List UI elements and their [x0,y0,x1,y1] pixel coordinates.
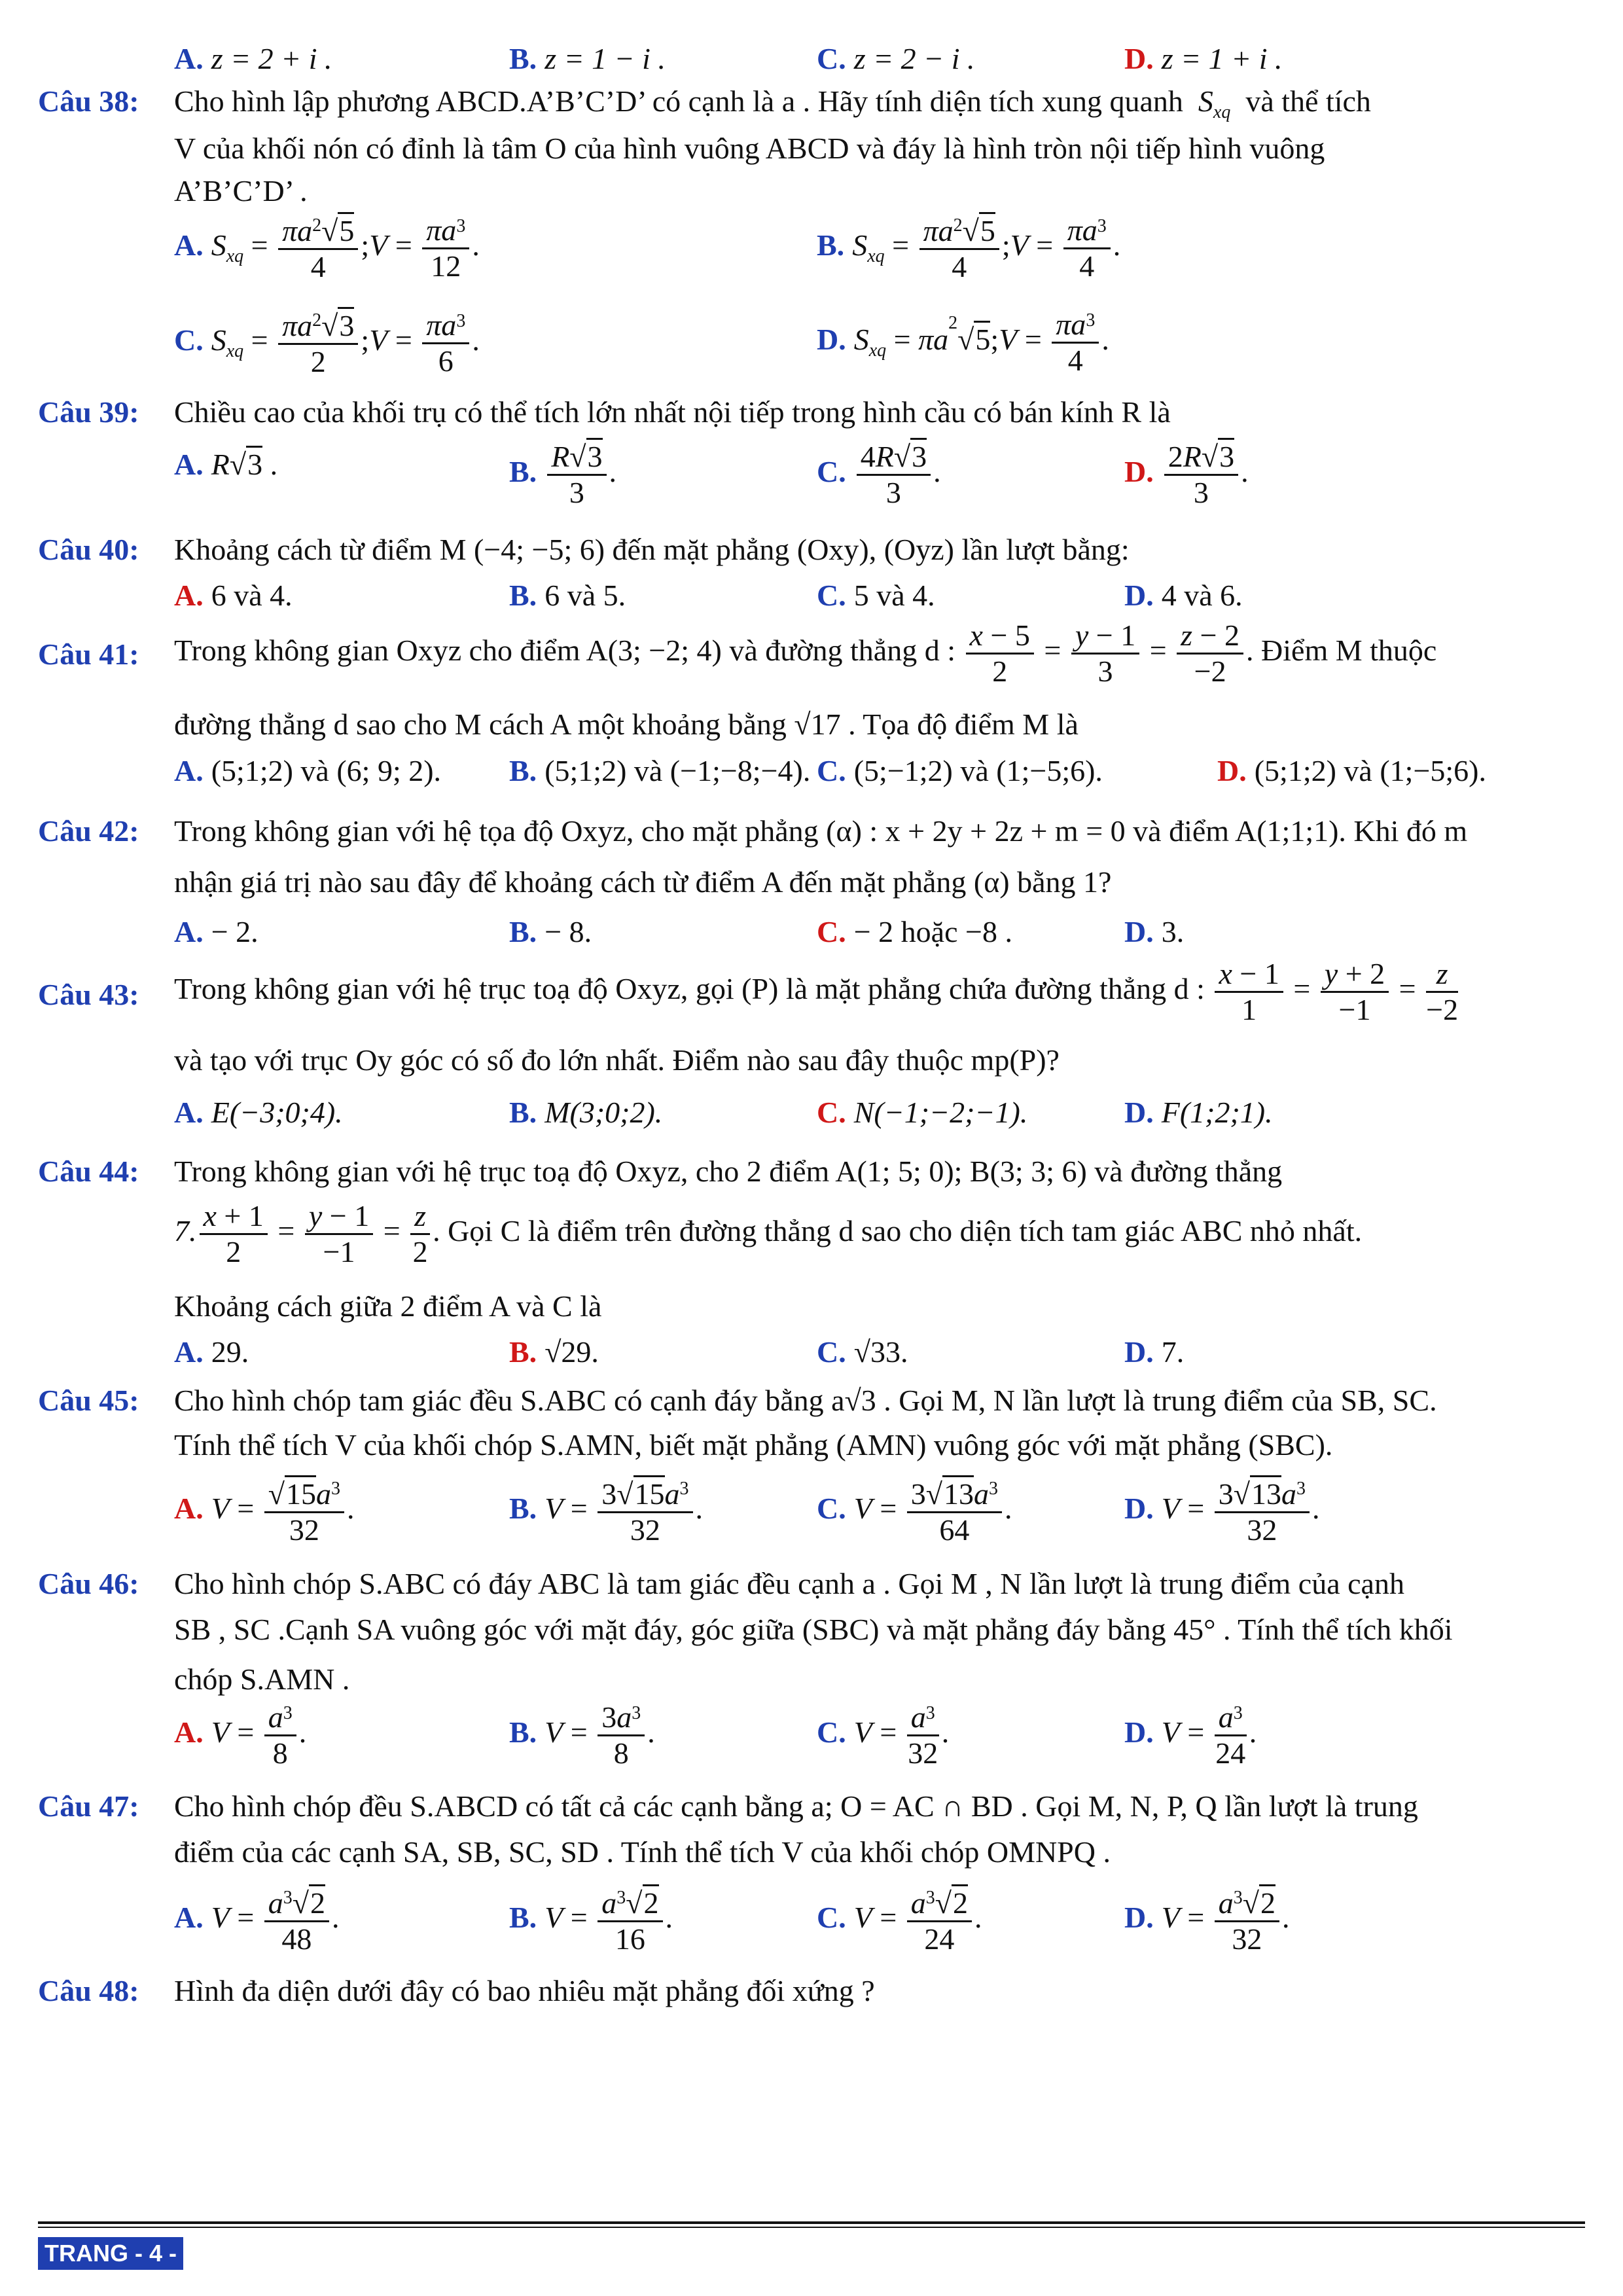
q45-option-a: A. V = $\frac{√15a^3}{32}$ . [174,1476,355,1547]
q44-line3: Khoảng cách giữa 2 điểm A và C là [174,1289,602,1323]
q44-option-a: A. 29. [174,1335,249,1369]
q43-line1: Trong không gian với hệ trục toạ độ Oxyz, gọi (P) là mặt phẳng chứa đường thẳng d : $\frac{x - 1}{1}$ = $\frac{y + 2}{-1}$ = $\frac{z}{-2}$ [174,957,1459,1026]
q38-option-a: A. $S_{xq}$ = $\frac{\pi a^2√5}{4}$ ;V = $\frac{\pi a^3}{12}$ . [174,213,480,283]
q43-line2: và tạo với trục Oy góc có số đo lớn nhất. Điểm nào sau đây thuộc mp(P)? [174,1043,1060,1077]
q47-line1: Cho hình chóp đều S.ABCD có tất cả các cạnh bằng a; O = AC ∩ BD . Gọi M, N, P, Q lần lượt là trung [174,1789,1418,1823]
q44-line2: 7. $\frac{x + 1}{2}$ = $\frac{y - 1}{-1}$ = $\frac{z}{2}$ . Gọi C là điểm trên đường thẳng d sao cho diện tích tam giác ABC nhỏ nhất. [174,1199,1363,1268]
q43-option-d: D. F(1;2;1). [1124,1096,1273,1129]
q42-label: Câu 42: [38,814,139,848]
q41-option-c: C. (5;−1;2) và (1;−5;6). [817,754,1103,787]
q44-line1: Trong không gian với hệ trục toạ độ Oxyz, cho 2 điểm A(1; 5; 0); B(3; 3; 6) và đường thẳng [174,1155,1283,1188]
q45-line2: Tính thể tích V của khối chóp S.AMN, biết mặt phẳng (AMN) vuông góc với mặt phẳng (SBC). [174,1428,1333,1462]
q39-text: Chiều cao của khối trụ có thể tích lớn nhất nội tiếp trong hình cầu có bán kính R là [174,395,1171,429]
q44-option-d: D. 7. [1124,1335,1185,1369]
q38-option-b: B. $S_{xq}$ = $\frac{\pi a^2√5}{4}$ ;V = $\frac{\pi a^3}{4}$ . [817,213,1121,283]
q41-label: Câu 41: [38,637,139,671]
q38-line2: V của khối nón có đỉnh là tâm O của hình vuông ABCD và đáy là hình tròn nội tiếp hình vuông [174,132,1325,165]
q43-option-c: C. N(−1;−2;−1). [817,1096,1028,1129]
q40-label: Câu 40: [38,533,139,566]
q38-option-c: C. $S_{xq}$ = $\frac{\pi a^2√3}{2}$ ;V = $\frac{\pi a^3}{6}$ . [174,308,480,378]
q40-option-a: A. 6 và 4. [174,579,293,612]
q39-label: Câu 39: [38,395,139,429]
q42-option-c: C. − 2 hoặc −8 . [817,915,1012,948]
q40-option-b: B. 6 và 5. [509,579,626,612]
q42-line1: Trong không gian với hệ tọa độ Oxyz, cho mặt phẳng (α) : x + 2y + 2z + m = 0 và điểm A(1;1;1). Khi đó m [174,814,1468,848]
q47-label: Câu 47: [38,1789,139,1823]
q48-text: Hình đa diện dưới đây có bao nhiêu mặt phẳng đối xứng ? [174,1974,875,2007]
q43-option-b: B. M(3;0;2). [509,1096,663,1129]
q41-line2: đường thẳng d sao cho M cách A một khoảng bằng √17 . Tọa độ điểm M là [174,708,1079,741]
q45-label: Câu 45: [38,1384,139,1417]
q46-option-c: C. V = $\frac{a^3}{32}$ . [817,1700,950,1770]
q45-option-b: B. V = $\frac{3√15a^3}{32}$ . [509,1476,703,1547]
q37-option-c: C. z = 2 − i . [817,42,975,75]
q46-line3: chóp S.AMN . [174,1662,350,1696]
q48-label: Câu 48: [38,1974,139,2007]
q46-option-a: A. V = $\frac{a^3}{8}$ . [174,1700,307,1770]
q44-label: Câu 44: [38,1155,139,1188]
q41-line1: Trong không gian Oxyz cho điểm A(3; −2; 4) và đường thẳng d : $\frac{x - 5}{2}$ = $\frac{y - 1}{3}$ = $\frac{z - 2}{-2}$ . Điểm M thuộc [174,619,1437,688]
q37-option-a: A. z = 2 + i . [174,42,332,75]
q39-option-c: C. $\frac{4R√3}{3}$ . [817,440,941,510]
q41-option-d: D. (5;1;2) và (1;−5;6). [1217,754,1486,787]
q39-option-d: D. $\frac{2R√3}{3}$ . [1124,440,1249,510]
q42-option-a: A. − 2. [174,915,259,948]
q46-option-b: B. V = $\frac{3a^3}{8}$ . [509,1700,655,1770]
q44-option-b: B. √29. [509,1335,599,1369]
q46-label: Câu 46: [38,1567,139,1600]
q43-option-a: A. E(−3;0;4). [174,1096,343,1129]
footer-rule-thin [38,2227,1585,2228]
q45-option-c: C. V = $\frac{3√13a^3}{64}$ . [817,1476,1012,1547]
q38-line1: Cho hình lập phương ABCD.A’B’C’D’ có cạnh là a . Hãy tính diện tích xung quanh $S_{xq}$ và thể tích [174,84,1371,123]
q40-option-d: D. 4 và 6. [1124,579,1243,612]
q38-label: Câu 38: [38,84,139,118]
q46-option-d: D. V = $\frac{a^3}{24}$ . [1124,1700,1257,1770]
q40-option-c: C. 5 và 4. [817,579,935,612]
q45-line1: Cho hình chóp tam giác đều S.ABC có cạnh đáy bằng a√3 . Gọi M, N lần lượt là trung điểm của SB, SC. [174,1384,1437,1417]
q38-option-d: D. $S_{xq}$ = $\pi a^2√5;V$ = $\frac{\pi a^3}{4}$ . [817,308,1109,377]
q37-option-b: B. z = 1 − i . [509,42,666,75]
q47-option-a: A. V = $\frac{a^3√2}{48}$ . [174,1885,340,1956]
q47-option-d: D. V = $\frac{a^3√2}{32}$ . [1124,1885,1290,1956]
page-number: TRANG - 4 - [38,2237,183,2270]
q37-option-d: D. z = 1 + i . [1124,42,1283,75]
q41-option-a: A. (5;1;2) và (6; 9; 2). [174,754,442,787]
q38-line3: A’B’C’D’ . [174,174,308,207]
q40-text: Khoảng cách từ điểm M (−4; −5; 6) đến mặt phẳng (Oxy), (Oyz) lần lượt bằng: [174,533,1130,566]
q43-label: Câu 43: [38,978,139,1011]
q39-option-b: B. $\frac{R√3}{3}$ . [509,440,616,510]
q47-option-c: C. V = $\frac{a^3√2}{24}$ . [817,1885,982,1956]
q41-option-b: B. (5;1;2) và (−1;−8;−4). [509,754,811,787]
q45-option-d: D. V = $\frac{3√13a^3}{32}$ . [1124,1476,1320,1547]
q46-line1: Cho hình chóp S.ABC có đáy ABC là tam giác đều cạnh a . Gọi M , N lần lượt là trung điểm của cạnh [174,1567,1404,1600]
q44-option-c: C. √33. [817,1335,908,1369]
footer-rule [38,2221,1585,2224]
q46-line2: SB , SC .Cạnh SA vuông góc với mặt đáy, góc giữa (SBC) và mặt phẳng đáy bằng 45° . Tính thể tích khối [174,1613,1453,1646]
q39-option-a: A. R√3 . [174,445,277,484]
q47-option-b: B. V = $\frac{a^3√2}{16}$ . [509,1885,673,1956]
q42-option-d: D. 3. [1124,915,1185,948]
q47-line2: điểm của các cạnh SA, SB, SC, SD . Tính thể tích V của khối chóp OMNPQ . [174,1835,1111,1869]
q42-line2: nhận giá trị nào sau đây để khoảng cách từ điểm A đến mặt phẳng (α) bằng 1? [174,865,1112,899]
q42-option-b: B. − 8. [509,915,592,948]
